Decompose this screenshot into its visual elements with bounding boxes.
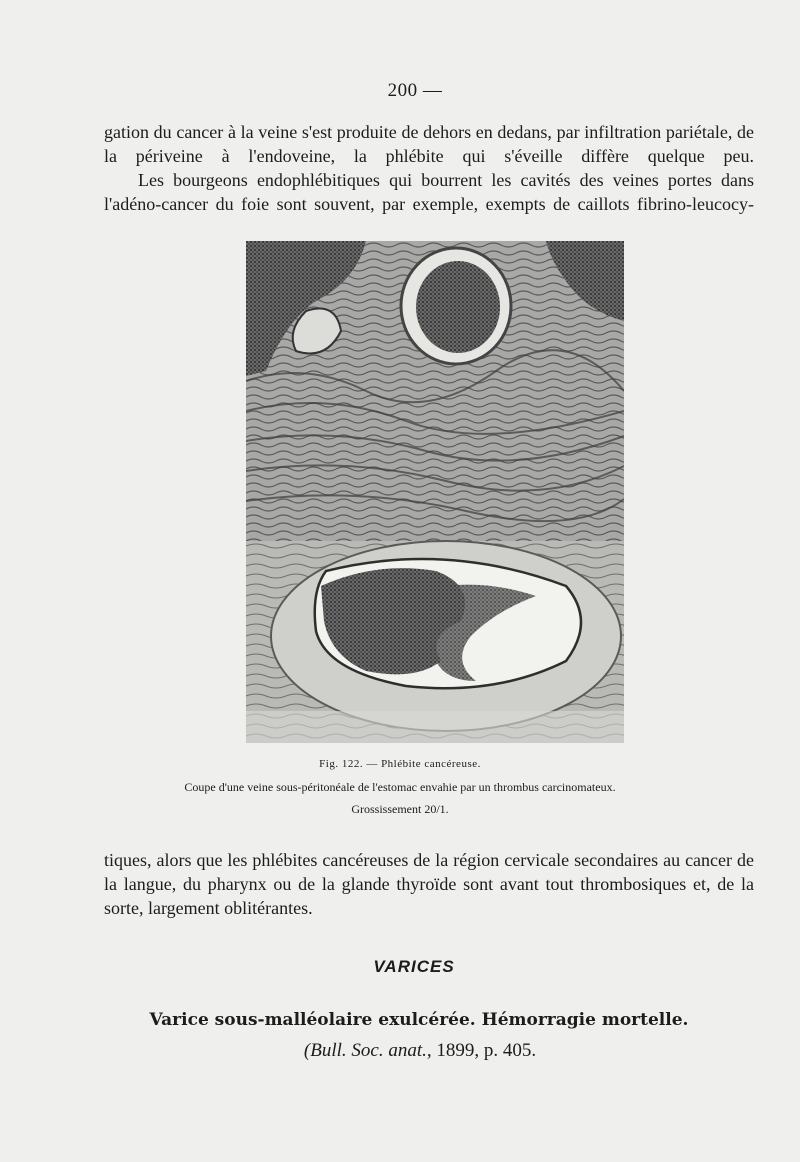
paragraph-continuation: gation du cancer à la veine s'est produite de dehors en dedans, par infiltration pariétale, de la périveine à l'endoveine, la phlébite qui s'éveille diffère quelque peu. xyxy=(104,122,754,166)
section-heading: VARICES xyxy=(373,957,455,976)
figure-label: Fig. 122. — Phlébite cancéreuse. xyxy=(319,758,481,770)
figure-caption: Coupe d'une veine sous-péritonéale de l'estomac envahie par un thrombus carcinomateux. xyxy=(184,780,616,794)
histology-figure xyxy=(246,241,624,743)
page-number: 200 — xyxy=(387,80,443,101)
citation xyxy=(0,1040,800,1062)
case-title: Varice sous-malléolaire exulcérée. Hémorragie mortelle. xyxy=(149,1010,689,1030)
figure-magnification: Grossissement 20/1. xyxy=(351,802,449,816)
paragraph-thrombosiques: tiques, alors que les phlébites cancéreuses de la région cervicale secondaires au cancer de la langue, du pharynx ou de la glande thyroïde sont avant tout thrombosiques et, de la sorte, largement oblitérantes. xyxy=(104,850,754,918)
citation-year-page: 1899, p. 405. xyxy=(436,1040,537,1061)
citation-source: (Bull. Soc. anat., xyxy=(303,1040,432,1061)
paragraph-bourgeons: Les bourgeons endophlébitiques qui bourrent les cavités des veines portes dans l'adéno-cancer du foie sont souvent, par exemple, exempts de caillots fibrino-leucocy- xyxy=(104,170,754,214)
histology-illustration xyxy=(246,241,624,743)
